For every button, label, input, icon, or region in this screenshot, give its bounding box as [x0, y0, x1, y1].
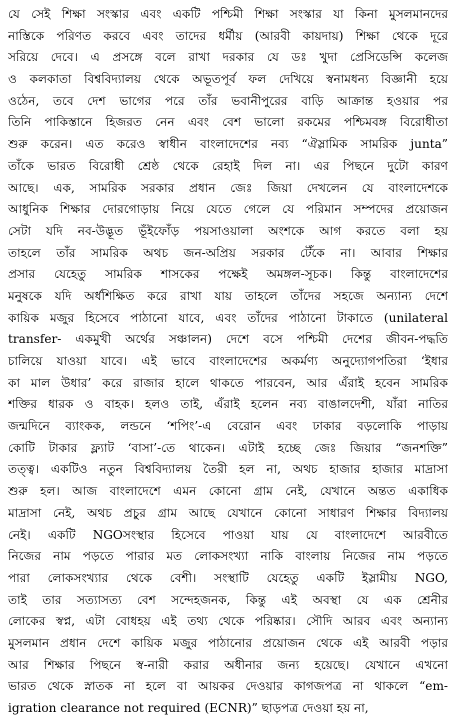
text-line: জন্মদিনে ব্যাংকক, লন্ডনে ‘শপিং’-এ বেরোন এবং ঢাকার বড়লোকি পাড়ায় [8, 419, 448, 434]
text-line: যে সেই শিক্ষা সংস্কার এবং একটি পশ্চিমী শিক্ষা সংস্কার যা কিনা মুসলমানদের [8, 7, 448, 21]
text-line: চালিয়ে যাওয়া যাবে। এই ভাবে বাংলাদেশের অকর্মণ্য অনুদ্যোগপতিরা ‘ইধার [8, 354, 448, 368]
text-line: ভারত থেকে স্নাতক না হলে বা আয়কর দেওয়ার কাগজপত্র না থাকলে “em- [8, 679, 448, 694]
text-line: শুরু হল। আজ বাংলাদেশে এমন কোনো গ্রাম নেই, যেখানে অন্তত একাধিক [8, 484, 448, 499]
text-line: নাস্তিকে পরিণত করবে এবং তাদের ধর্মীয় (আরবী কায়দায়) শিক্ষা থেকে দূরে [8, 28, 448, 43]
text-line: তাই তার সত্যাসত্য বেশ সন্দেহজনক, কিন্তু এই অবস্থা যে এক শ্রেনীর [8, 592, 448, 607]
text-line: শুরু করেন। এত করেও স্বাধীন বাংলাদেশের নব্য “ঐস্লামিক সামরিক junta” [8, 137, 448, 152]
text-line: তাহলে তাঁর সামরিক অথচ জন-অপ্রিয় সরকার টেঁকে না। আবার শিক্ষার [8, 245, 448, 260]
text-line: ও কলকাতা বিশ্ববিদ্যালয় থেকে অভূতপূর্ব ফল দেখিয়ে স্বনামধন্য বিজ্ঞানী হয়ে [8, 72, 448, 87]
text-line: পারা লোকসংখ্যার থেকে বেশী। সংস্থাটি যেহেতু একটি ইস্লামীয় NGO, [8, 570, 448, 585]
text-line: মুসলমান প্রধান দেশে কায়িক মজুর পাঠানোর প্রয়োজন থেকে এই আরবী পড়ার [8, 635, 448, 650]
text-line: লোকের স্বপ্ন, এটা বোধহয় এই তথ্য থেকে পরিষ্কার। সৌদি আরব এবং অন্যান্য [8, 614, 448, 629]
text-line: তত্ত্ব। একটিও নতুন বিশ্ববিদ্যালয় তৈরী হল না, অথচ হাজার হাজার মাদ্রাসা [8, 462, 448, 477]
text-line: শক্তির ধারক ও বাহক। হলও তাই, এঁরাই হলেন নব্য বাঙালদেশী, যাঁরা নাতির [8, 397, 448, 412]
text-line: নিজের নাম পড়তে পারার মত লোকসংখ্যা নাকি বাংলায় নিজের নাম পড়তে [8, 549, 448, 564]
text-line: তাঁকে ভারত বিরোধী শ্রেষ্ঠ থেকে রেহাই দিল না। এর পিছনে দুটো কারণ [8, 158, 448, 173]
text-line: সরিয়ে দেবে। এ প্রসঙ্গে বলে রাখা দরকার যে ডঃ খুদা প্রেসিডেন্সি কলেজ [8, 50, 448, 65]
text-line: transfer- একমুখী অর্থের সঞ্চালন) দেশে বসে পশ্চিমী দেশের জীবন-পদ্ধতি [8, 332, 448, 347]
text-line: আধুনিক শিক্ষার দোরগোড়ায় নিয়ে যেতে গেলে যে পরিমান সম্পদের প্রয়োজন [8, 202, 448, 217]
text-line: মাদ্রাসা নেই, অথচ প্রচুর গ্রাম আছে যেখানে কোনো সাধারণ শিক্ষার বিদ্যালয় [8, 505, 448, 520]
text-line: নেই। একটি NGOসংস্থার হিসেবে পাওয়া যায় যে বাংলাদেশে আরবীতে [8, 527, 448, 542]
text-line: সেটা যদি নব-উদ্ভূত ভূঁইফোঁড় পয়সাওয়ালা অংশকে আগ করতে বলা হয় [8, 223, 448, 238]
text-line: তিনি পাকিস্তানে হিজরত নেন এবং বেশ ভালো রকমের পশ্চিমবঙ্গ বিরোধীতা [8, 115, 448, 130]
text-line: কায়িক মজুর হিসেবে পাঠানো যাবে, এবং তাঁদের পাঠানো টাকাতে (unilateral [8, 310, 448, 325]
text-line: কোটি টাকার ফ্ল্যাট ‘বাসা’-তে থাকেন। এটাই হচ্ছে জেঃ জিয়ার “জনশক্তি” [8, 440, 448, 455]
text-line: আছে। এক, সামরিক সরকার প্রধান জেঃ জিয়া দেখলেন যে বাংলাদেশকে [8, 180, 448, 195]
text-line: igration clearance not required (ECNR)” ছাড়পত্র দেওয়া হয় না, [8, 701, 369, 715]
text-line: মনুষকে যদি অর্ধশিক্ষিত করে রাখা যায় তাহলে তাঁদের সহজে অন্যান্য দেশে [8, 288, 448, 303]
text-line: প্রসার যেহেতু সামরিক শাসকের পক্ষেই অমঙ্গল-সূচক। কিন্তু বাংলাদেশের [8, 267, 448, 282]
text-line: ওঠেন, তবে দেশ ভাগের পরে তাঁর ভবানীপুরের বাড়ি আক্রান্ত হওয়ার পর [8, 93, 448, 108]
text-line: আর শিক্ষার পিছনে স্ব-নারী করার অধীনার জন্য হয়েছে। যেখানে এখনো [8, 657, 448, 672]
text-line: কা মাল উধার’ করে রাজার হালে থাকতে পারবেন, আর এঁরাই হবেন সামরিক [8, 375, 448, 390]
